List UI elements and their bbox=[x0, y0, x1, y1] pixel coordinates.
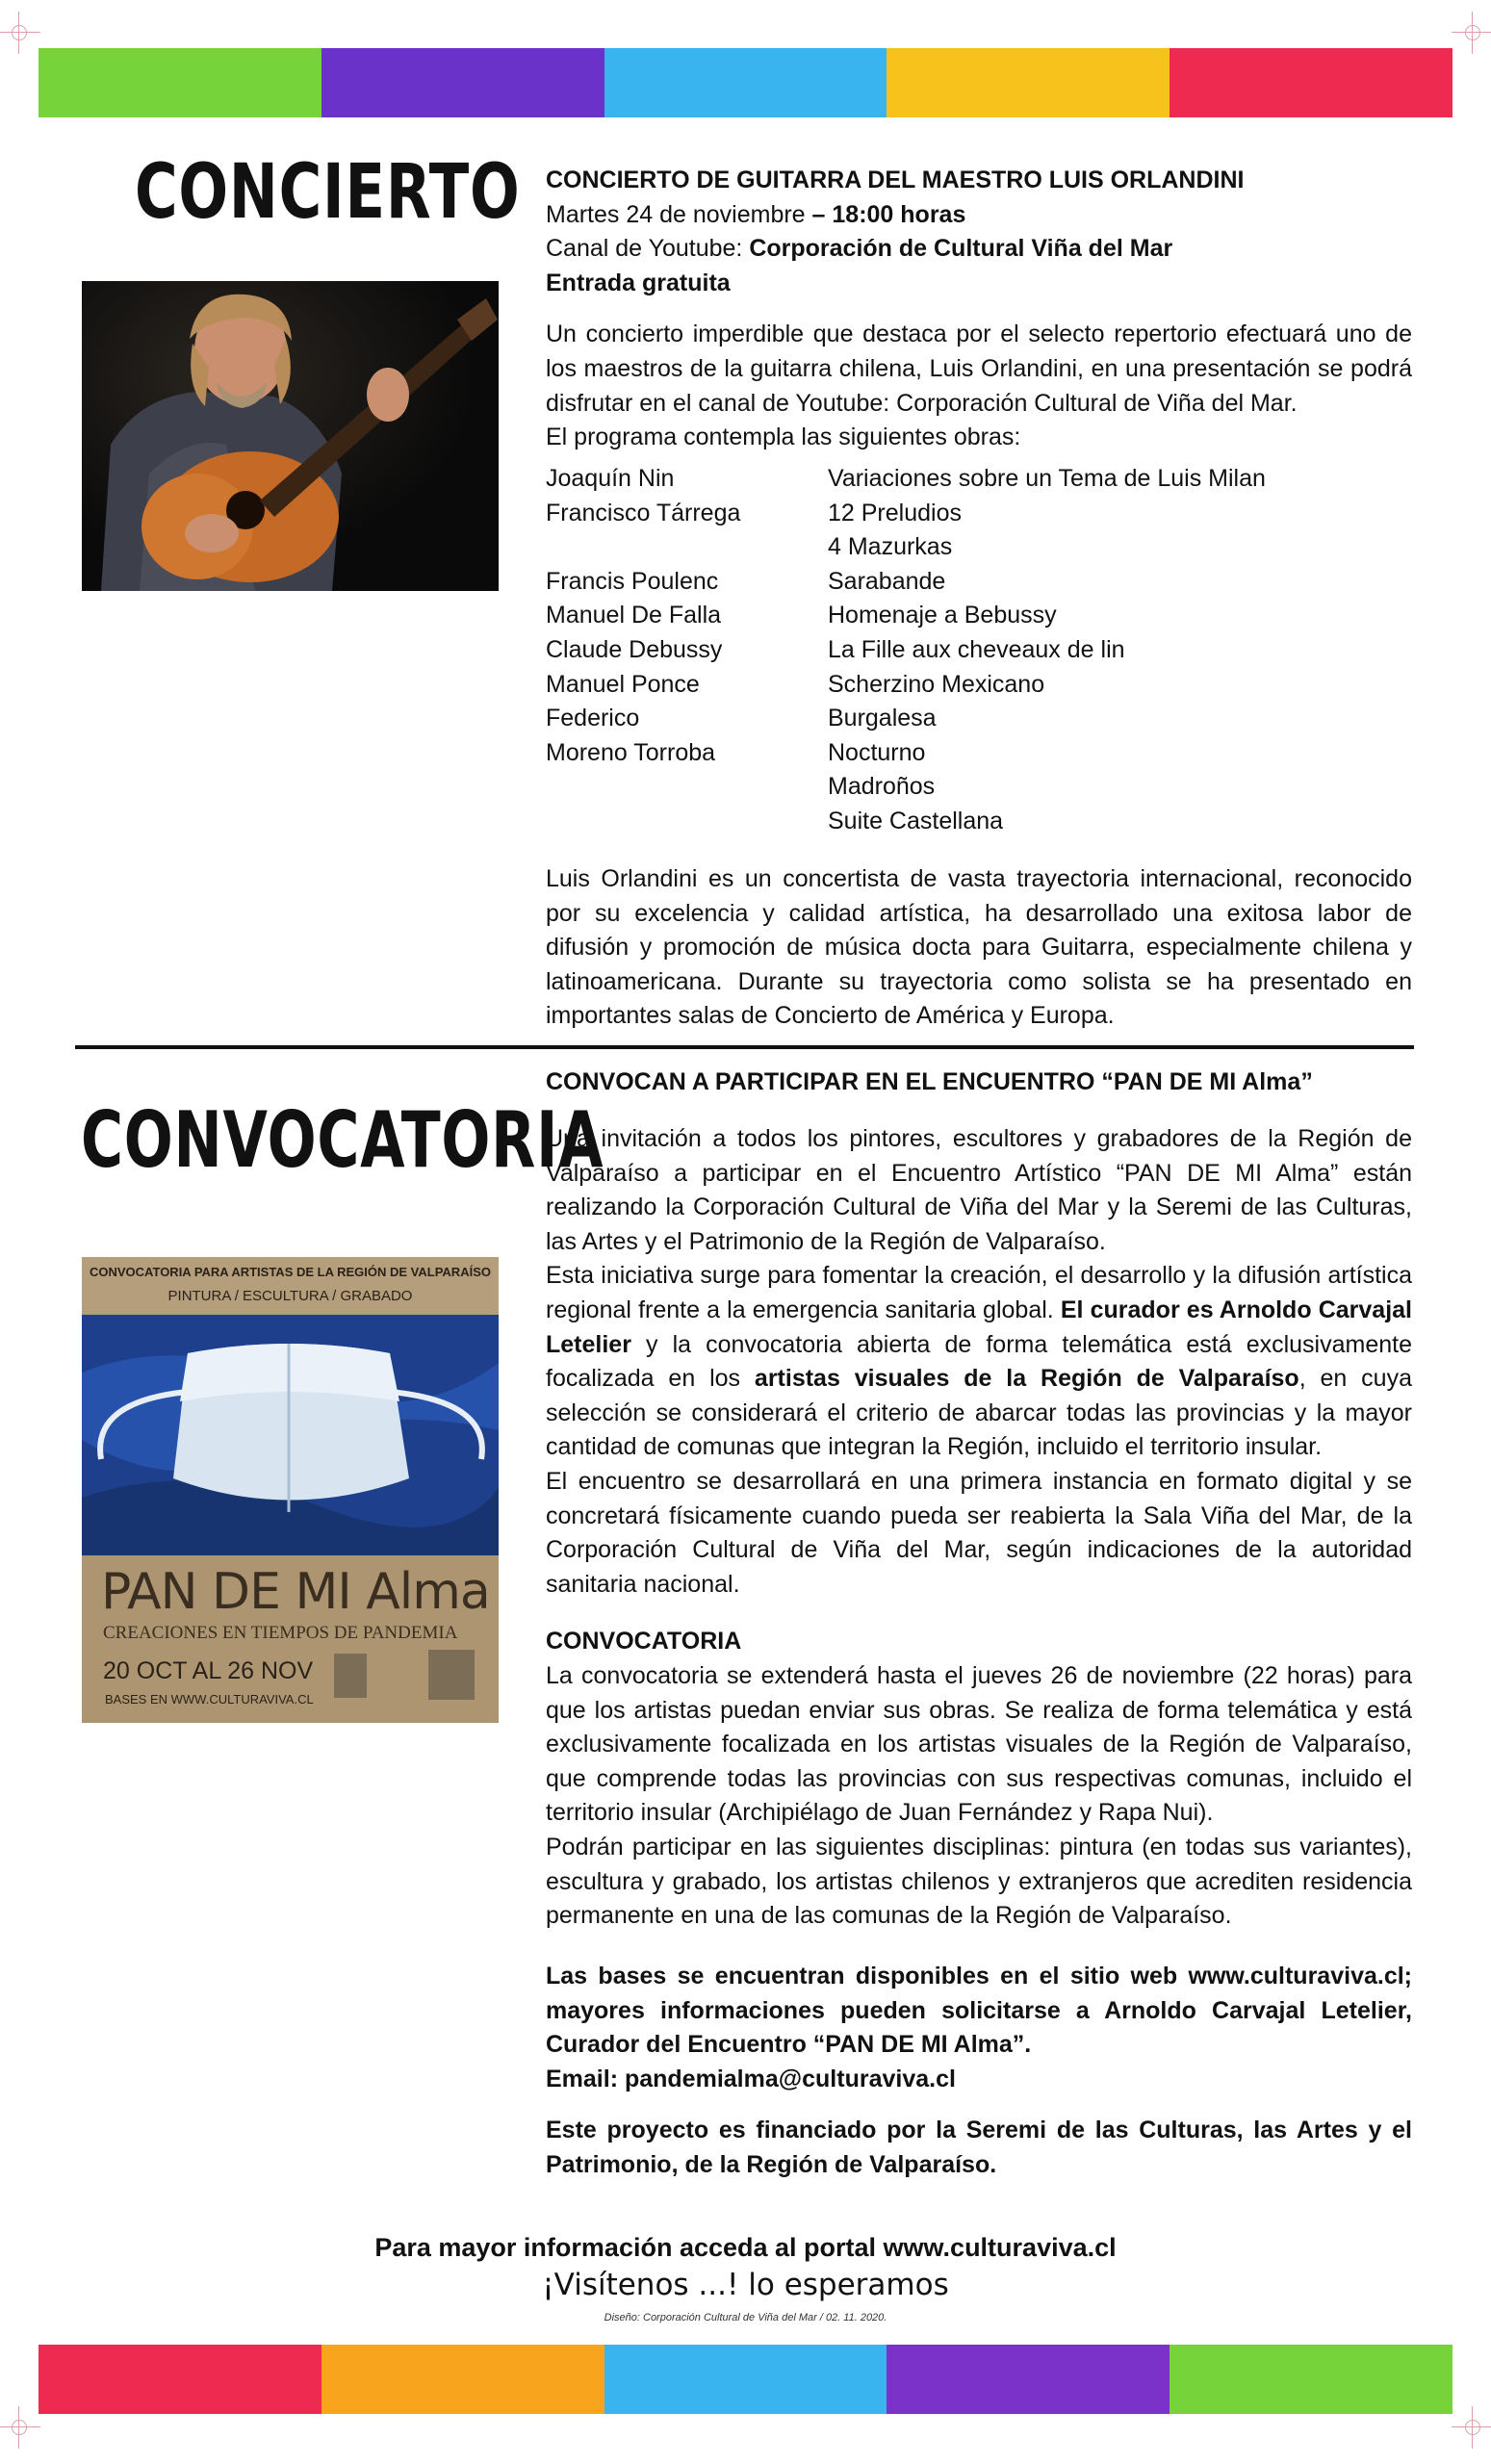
footer-info[interactable]: Para mayor información acceda al portal www.culturaviva.cl bbox=[374, 2233, 1117, 2262]
program-composer: Manuel Ponce bbox=[546, 670, 700, 698]
crop-mark-top-left bbox=[0, 12, 40, 54]
program-work: Suite Castellana bbox=[828, 807, 1004, 834]
disciplines-text: Podrán participar en las siguientes disciplinas: pintura (en todas sus variantes), escultura y grabado, los artistas chilenos y extranjeros que acrediten residencia permanente en una de las comunas de la Región de Valparaíso. bbox=[546, 1833, 1412, 1930]
program-composer: Claude Debussy bbox=[546, 635, 723, 663]
deadline-text: La convocatoria se extenderá hasta el jueves 26 de noviembre (22 horas) para que los artistas puedan enviar sus obras. Se realiza de forma telemática y está exclusivamente focalizada en los artistas visuales de la Región de Valparaíso, que comprende todas las provincias con sus respectivas comunas, incluido el territorio insular (Archipiélago de Juan Fernández y Rapa Nui). bbox=[546, 1662, 1412, 1827]
program-row bbox=[546, 633, 1412, 668]
crop-mark-top-right bbox=[1452, 12, 1491, 54]
program-work: Nocturno bbox=[828, 738, 926, 766]
color-segment bbox=[604, 48, 887, 117]
program-composer bbox=[546, 805, 828, 839]
program-composer bbox=[546, 530, 828, 565]
program-work: Homenaje a Bebussy bbox=[828, 602, 1057, 629]
section-title-convocatoria: CONVOCATORIA bbox=[81, 1095, 604, 1185]
color-segment bbox=[39, 2345, 321, 2414]
concert-date-line bbox=[546, 198, 1412, 233]
crop-mark-bottom-right bbox=[1452, 2406, 1491, 2449]
convocatoria-invite-block bbox=[546, 1122, 1412, 1602]
program-work: Variaciones sobre un Tema de Luis Milan bbox=[828, 465, 1266, 492]
section-divider bbox=[75, 1045, 1414, 1049]
concert-channel-line bbox=[546, 232, 1412, 267]
program-work: La Fille aux cheveaux de lin bbox=[828, 635, 1125, 663]
program-work: 4 Mazurkas bbox=[828, 533, 953, 561]
guitarist-photo bbox=[82, 281, 499, 591]
color-segment bbox=[887, 2345, 1170, 2414]
color-segment bbox=[321, 48, 604, 117]
top-color-bar bbox=[39, 48, 1452, 117]
guitarist-illustration bbox=[82, 281, 499, 591]
program-row bbox=[546, 805, 1412, 839]
initiative-part: , en cuya selección se considerará el criterio de abarcar todas las provincias y la mayor cantidad de comunas que integran la Región, incluido el territorio insular. bbox=[546, 1365, 1412, 1461]
date-separator: – bbox=[805, 200, 833, 228]
program-composer bbox=[546, 770, 828, 805]
poster-site: BASES EN WWW.CULTURAVIVA.CL bbox=[105, 1692, 314, 1707]
curator-highlight: El curador es Arnoldo Carvajal Letelier bbox=[546, 1296, 1413, 1358]
poster-illustration bbox=[82, 1257, 499, 1723]
crop-mark-bottom-left bbox=[0, 2406, 40, 2449]
poster-top-line: CONVOCATORIA PARA ARTISTAS DE LA REGIÓN DE VALPARAÍSO bbox=[90, 1265, 491, 1279]
program-row bbox=[546, 530, 1412, 565]
color-segment bbox=[321, 2345, 604, 2414]
convocatoria-sub-heading-block bbox=[546, 1625, 1412, 1659]
program-row bbox=[546, 770, 1412, 805]
program-intro: El programa contempla las siguientes obras: bbox=[546, 424, 1021, 451]
section-title-concierto: CONCIERTO bbox=[135, 149, 521, 236]
convocatoria-heading-block bbox=[546, 1065, 1412, 1100]
convocatoria-sub-heading: CONVOCATORIA bbox=[546, 1628, 742, 1655]
program-row bbox=[546, 462, 1412, 497]
footer-visit: ¡Visítenos ...! lo esperamos bbox=[542, 2268, 949, 2302]
program-work: Burgalesa bbox=[828, 705, 937, 732]
program-work: 12 Preludios bbox=[828, 499, 962, 526]
initiative-text bbox=[546, 1259, 1412, 1465]
program-row bbox=[546, 565, 1412, 600]
color-segment bbox=[887, 48, 1170, 117]
poster-title: PAN DE MI Alma bbox=[101, 1563, 490, 1621]
program-row bbox=[546, 668, 1412, 703]
concert-date: Martes 24 de noviembre bbox=[546, 200, 806, 228]
initiative-part: Esta iniciativa surge para fomentar la creación, el desarrollo y la difusión artística regional frente a la emergencia sanitaria global. bbox=[546, 1262, 1412, 1323]
development-text: El encuentro se desarrollará en una primera instancia en formato digital y se concretará físicamente cuando pueda ser reabierta la Sala Viña del Mar, de la Corporación Cultural de Viña del Mar, según indicaciones de la autoridad sanitaria nacional. bbox=[546, 1467, 1412, 1598]
concert-info bbox=[546, 164, 1412, 455]
program-composer: Joaquín Nin bbox=[546, 465, 675, 492]
poster-disciplines: PINTURA / ESCULTURA / GRABADO bbox=[167, 1288, 413, 1304]
concert-description: Un concierto imperdible que destaca por el selecto repertorio efectuará uno de los maestros de la guitarra chilena, Luis Orlandini, en una presentación se podrá disfrutar en el canal de Youtube: Corporación Cultural de Viña del Mar. bbox=[546, 321, 1412, 417]
convocatoria-heading: CONVOCAN A PARTICIPAR EN EL ENCUENTRO “PAN DE MI Alma” bbox=[546, 1068, 1313, 1095]
financing-text: Este proyecto es financiado por la Seremi de las Culturas, las Artes y el Patrimonio, de la Región de Valparaíso. bbox=[546, 2117, 1412, 2178]
channel-name: Corporación de Cultural Viña del Mar bbox=[749, 235, 1173, 263]
initiative-part: y la convocatoria abierta de forma telemática está exclusivamente focalizada en los bbox=[546, 1330, 1412, 1393]
pan-de-mi-alma-poster bbox=[82, 1257, 499, 1723]
concert-title: CONCIERTO DE GUITARRA DEL MAESTRO LUIS ORLANDINI bbox=[546, 167, 1245, 193]
channel-label: Canal de Youtube: bbox=[546, 235, 750, 263]
program-composer: Moreno Torroba bbox=[546, 738, 716, 766]
program-row bbox=[546, 736, 1412, 771]
color-segment bbox=[1170, 48, 1452, 117]
bottom-color-bar bbox=[39, 2345, 1452, 2414]
color-segment bbox=[604, 2345, 887, 2414]
email-text[interactable]: Email: pandemialma@culturaviva.cl bbox=[546, 2065, 956, 2092]
concert-bio bbox=[546, 862, 1412, 1034]
program-composer: Francis Poulenc bbox=[546, 567, 719, 595]
program-row bbox=[546, 702, 1412, 736]
poster-dates: 20 OCT AL 26 NOV bbox=[103, 1657, 314, 1684]
invite-text: Una invitación a todos los pintores, escultores y grabadores de la Región de Valparaíso a participar en el Encuentro Artístico “PAN DE MI Alma” están realizando la Corporación Cultural de Viña del Mar y la Seremi de las Culturas, las Artes y el Patrimonio de la Región de Valparaíso. bbox=[546, 1125, 1412, 1255]
program-work: Sarabande bbox=[828, 567, 946, 595]
bases-text: Las bases se encuentran disponibles en el sitio web www.culturaviva.cl; mayores informaciones pueden solicitarse a Arnoldo Carvajal Letelier, Curador del Encuentro “PAN DE MI Alma”. bbox=[546, 1963, 1412, 2059]
color-segment bbox=[39, 48, 321, 117]
program-row bbox=[546, 497, 1412, 531]
program-composer: Francisco Tárrega bbox=[546, 499, 741, 526]
program-composer: Manuel De Falla bbox=[546, 602, 722, 629]
convocatoria-details bbox=[546, 1659, 1412, 1934]
entry-free: Entrada gratuita bbox=[546, 269, 731, 296]
program-work: Madroños bbox=[828, 773, 936, 801]
bio-text: Luis Orlandini es un concertista de vasta trayectoria internacional, reconocido por su excelencia y calidad artística, ha desarrollado una exitosa labor de difusión y promoción de música docta para Guitarra, especialmente chilena y latinoamericana. Durante su trayectoria como solista se ha presentado en importantes salas de Concierto de América y Europa. bbox=[546, 865, 1412, 1030]
bases-block bbox=[546, 1960, 1412, 2096]
financing-block bbox=[546, 2114, 1412, 2182]
concert-time: 18:00 horas bbox=[832, 200, 966, 228]
footer-design-credit: Diseño: Corporación Cultural de Viña del Mar / 02. 11. 2020. bbox=[604, 2312, 887, 2323]
program-row bbox=[546, 599, 1412, 633]
program-composer: Federico bbox=[546, 705, 640, 732]
artists-highlight: artistas visuales de la Región de Valparaíso bbox=[754, 1365, 1299, 1393]
program-work: Scherzino Mexicano bbox=[828, 670, 1045, 698]
color-segment bbox=[1170, 2345, 1452, 2414]
poster-subtitle: CREACIONES EN TIEMPOS DE PANDEMIA bbox=[103, 1623, 458, 1643]
program-list bbox=[546, 462, 1412, 839]
